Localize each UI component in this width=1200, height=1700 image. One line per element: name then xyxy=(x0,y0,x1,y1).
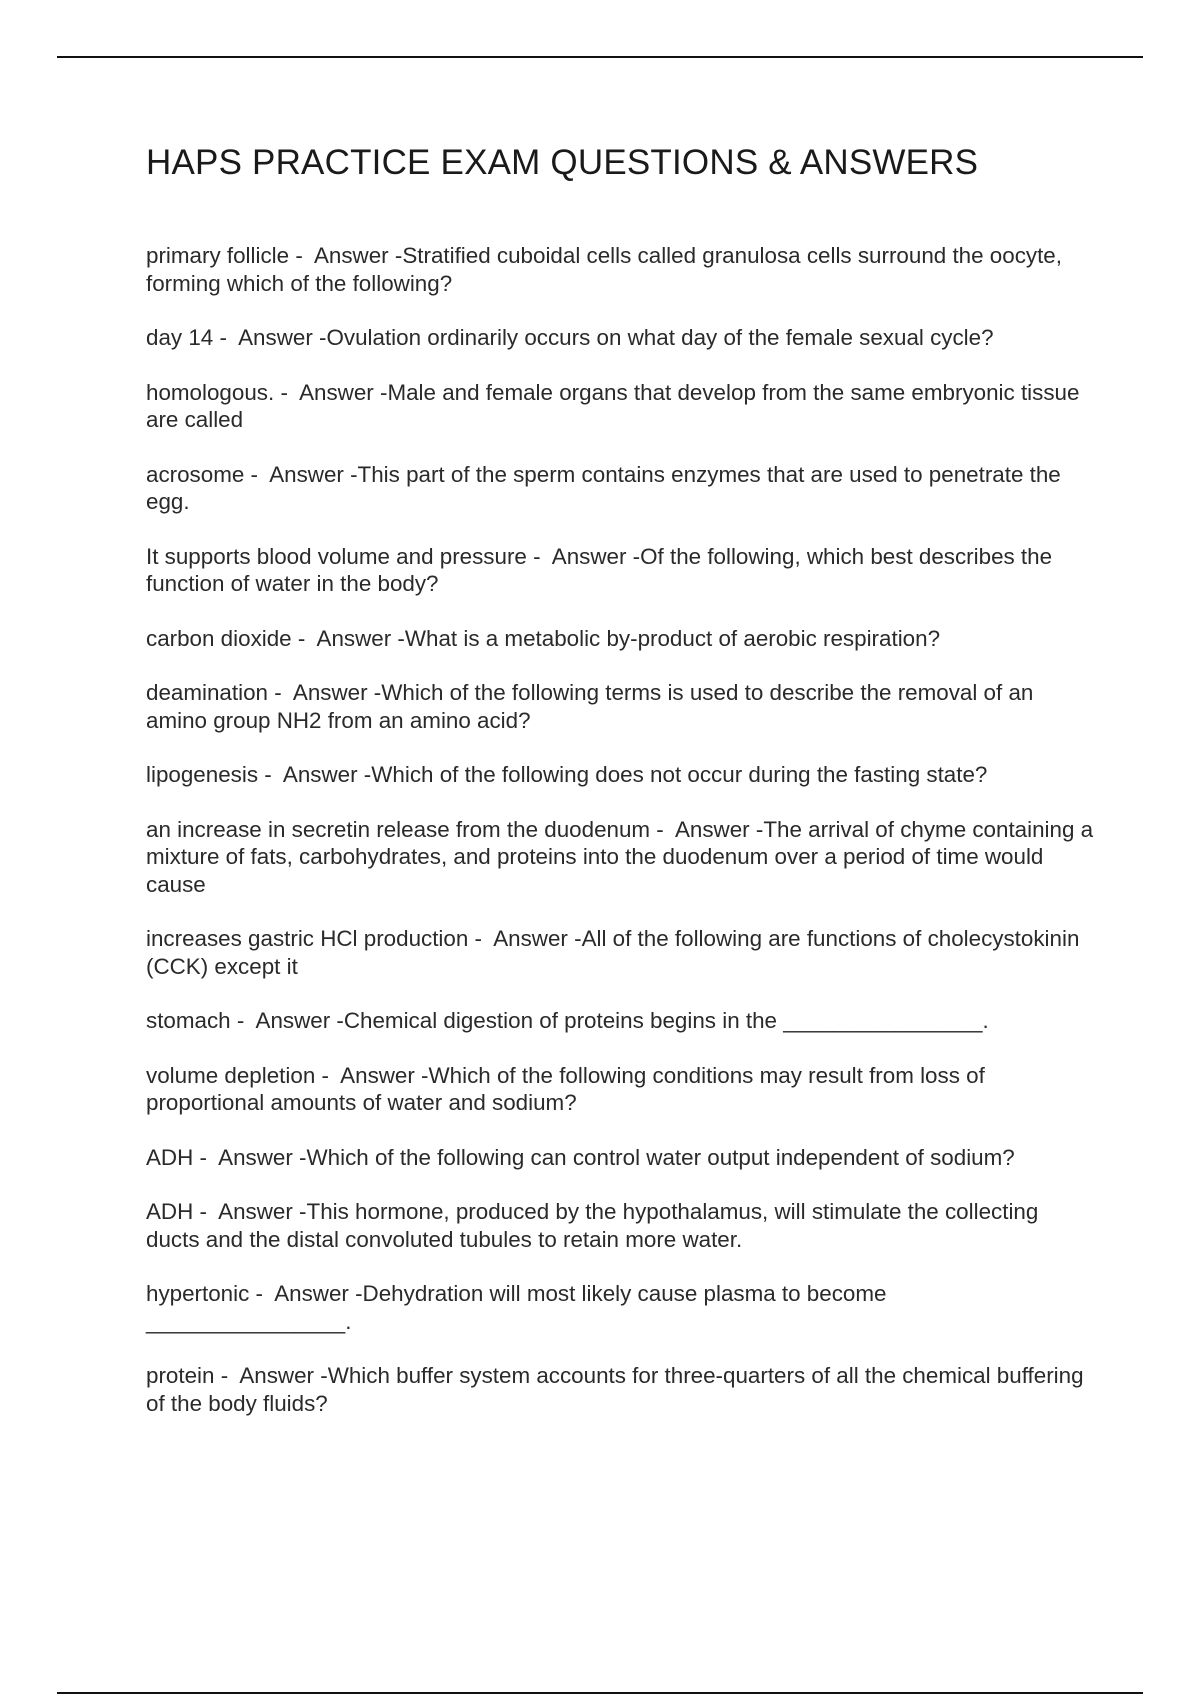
qa-item xyxy=(146,761,1096,789)
qa-item xyxy=(146,1280,1096,1335)
qa-answer: It supports blood volume and pressure xyxy=(146,543,527,569)
qa-answer: protein xyxy=(146,1363,215,1388)
qa-item xyxy=(146,1144,1096,1172)
qa-item xyxy=(146,543,1096,598)
qa-question: Of the following, which best describes the function of water in the body? xyxy=(146,543,1053,596)
qa-answer: primary follicle xyxy=(146,243,290,268)
qa-separator: - Answer - xyxy=(244,461,358,487)
qa-answer: ADH xyxy=(146,1144,194,1170)
qa-answer: hypertonic xyxy=(146,1281,250,1306)
qa-answer: homologous. xyxy=(146,379,275,405)
qa-answer: lipogenesis xyxy=(146,762,259,787)
qa-separator: - Answer - xyxy=(249,1281,363,1306)
bottom-rule xyxy=(57,1692,1143,1694)
qa-separator: - Answer - xyxy=(291,625,405,651)
page-title: HAPS PRACTICE EXAM QUESTIONS & ANSWERS xyxy=(146,143,979,182)
qa-question: Which of the following can control water output independent of sodium? xyxy=(306,1144,1015,1170)
qa-question: Ovulation ordinarily occurs on what day of the female sexual cycle? xyxy=(326,325,994,350)
qa-question: Stratified cuboidal cells called granulosa cells surround the oocyte, forming which of the following? xyxy=(146,243,1062,296)
qa-item xyxy=(146,1362,1096,1417)
qa-answer: acrosome xyxy=(146,461,245,487)
qa-separator: - Answer - xyxy=(315,1062,429,1088)
qa-item xyxy=(146,1062,1096,1117)
qa-question: Which of the following does not occur during the fasting state? xyxy=(371,762,988,787)
qa-item xyxy=(146,379,1096,434)
qa-item xyxy=(146,625,1096,653)
qa-item xyxy=(146,925,1096,980)
qa-answer: volume depletion xyxy=(146,1062,316,1088)
qa-separator: - Answer - xyxy=(526,543,641,569)
qa-separator: - Answer - xyxy=(289,243,403,268)
top-rule xyxy=(57,56,1143,58)
qa-question: All of the following are functions of cholecystokinin (CCK) except it xyxy=(146,926,1080,979)
qa-question: What is a metabolic by-product of aerobic respiration? xyxy=(404,625,941,651)
qa-question: Which buffer system accounts for three-quarters of all the chemical buffering of the body fluids? xyxy=(146,1363,1084,1416)
qa-separator: - Answer - xyxy=(650,816,764,842)
qa-item xyxy=(146,1007,1096,1035)
qa-answer: carbon dioxide xyxy=(146,625,292,651)
qa-question: This hormone, produced by the hypothalamus, will stimulate the collecting ducts and the distal convoluted tubules to retain more water. xyxy=(146,1199,1039,1252)
qa-separator: - Answer - xyxy=(214,1363,328,1388)
qa-item xyxy=(146,816,1096,899)
qa-separator: - Answer - xyxy=(274,379,388,405)
qa-list xyxy=(146,242,1096,1444)
qa-item xyxy=(146,1198,1096,1253)
qa-item xyxy=(146,242,1096,297)
qa-answer: day 14 xyxy=(146,325,214,350)
qa-separator: - Answer - xyxy=(258,762,372,787)
qa-separator: - Answer - xyxy=(193,1199,307,1224)
qa-item xyxy=(146,679,1096,734)
qa-answer: increases gastric HCl production xyxy=(146,926,469,951)
qa-item xyxy=(146,461,1096,516)
qa-answer: ADH xyxy=(146,1199,194,1224)
qa-separator: - Answer - xyxy=(213,325,327,350)
qa-separator: - Answer - xyxy=(268,680,382,705)
qa-answer: deamination xyxy=(146,680,268,705)
qa-question: The arrival of chyme containing a mixture of fats, carbohydrates, and proteins into the duodenum over a period of time would cause xyxy=(146,816,1094,897)
qa-question: Male and female organs that develop from the same embryonic tissue are called xyxy=(146,379,1080,432)
qa-question: Which of the following conditions may result from loss of proportional amounts of water and sodium? xyxy=(146,1062,985,1115)
qa-question: Dehydration will most likely cause plasma to become ________________. xyxy=(146,1281,887,1334)
qa-question: This part of the sperm contains enzymes that are used to penetrate the egg. xyxy=(146,461,1061,514)
qa-answer: an increase in secretin release from the duodenum xyxy=(146,816,651,842)
qa-item xyxy=(146,324,1096,352)
qa-separator: - Answer - xyxy=(193,1144,307,1170)
qa-separator: - Answer - xyxy=(468,926,582,951)
qa-answer: stomach xyxy=(146,1008,231,1033)
qa-question: Chemical digestion of proteins begins in the ________________. xyxy=(343,1008,989,1033)
qa-separator: - Answer - xyxy=(230,1008,344,1033)
qa-question: Which of the following terms is used to describe the removal of an amino group NH2 from an amino acid? xyxy=(146,680,1034,733)
